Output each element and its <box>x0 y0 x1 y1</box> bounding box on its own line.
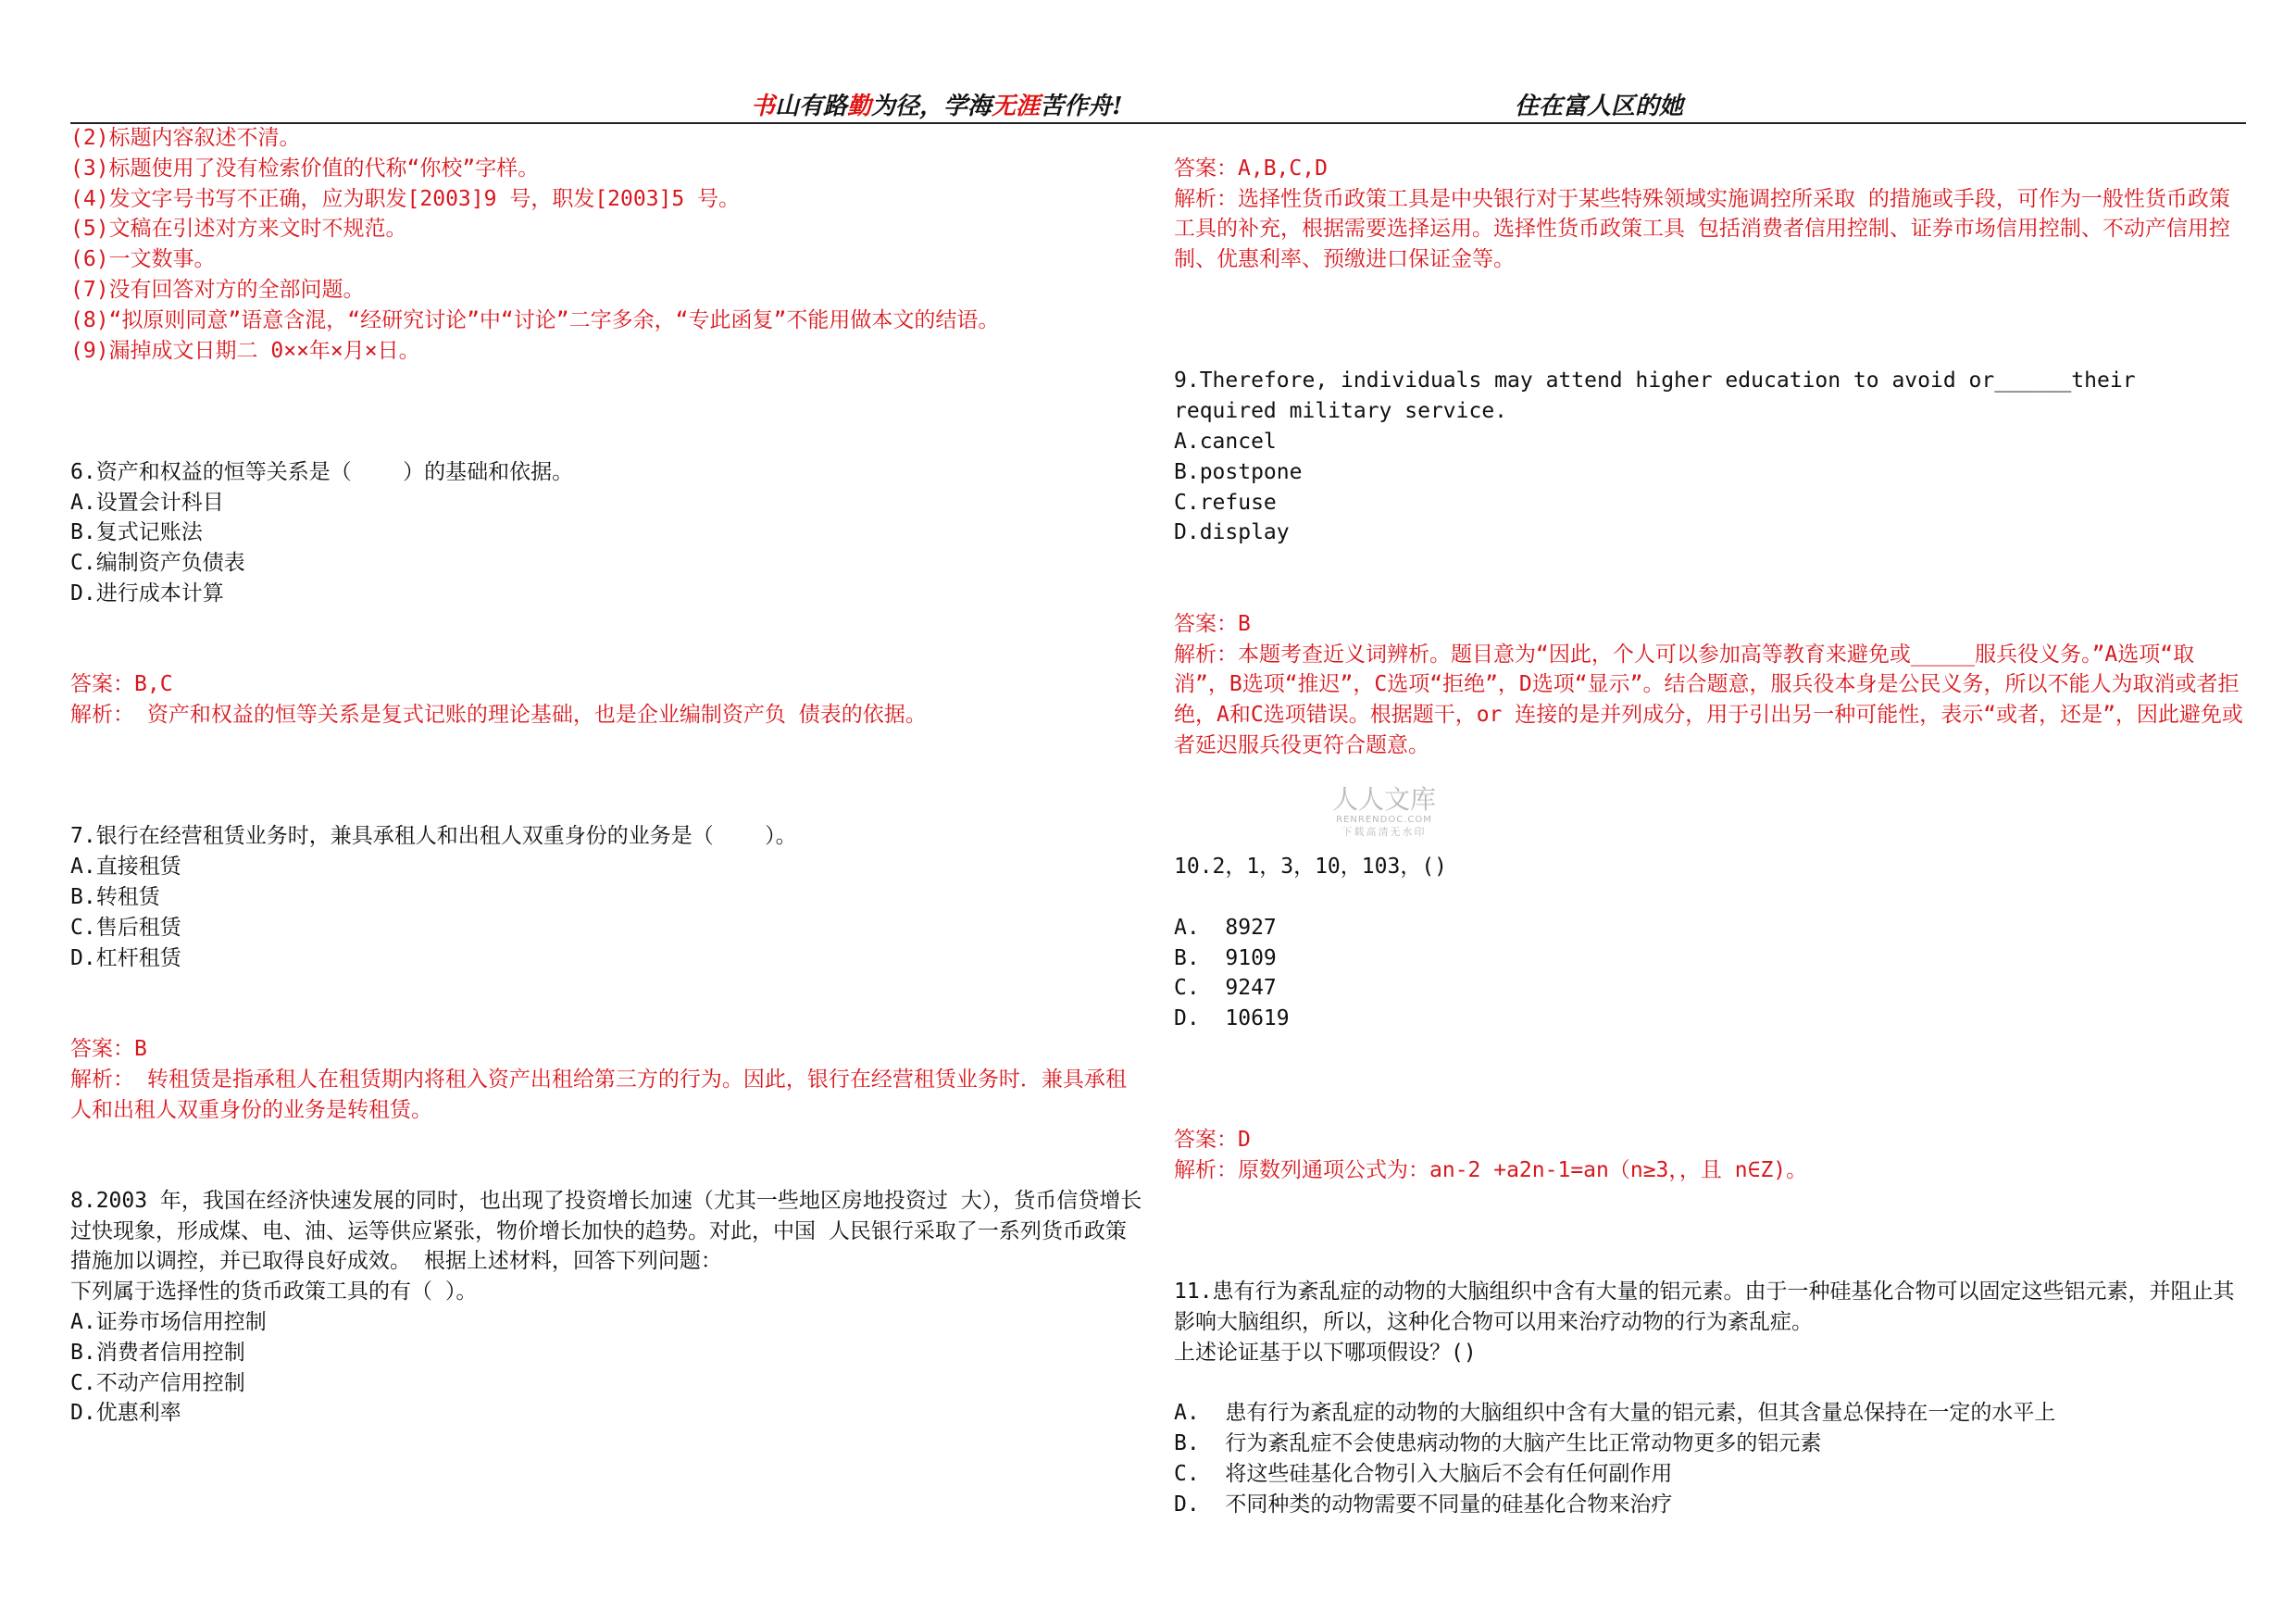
q6-question: 6.资产和权益的恒等关系是（ ）的基础和依据。 <box>70 459 574 484</box>
q11-sub-question: 上述论证基于以下哪项假设？() <box>1174 1340 1477 1365</box>
q8-analysis: 解析：选择性货币政策工具是中央银行对于某些特殊领域实施调控所采取 的措施或手段，可作为一般性货币政策工具的补充，根据需要选择运用。选择性货币政策工具 包括消费者信用控制、证券市场信用控制、不动产信用控制、优惠利率、预缴进口保证金等。 <box>1174 186 2230 272</box>
q7-option: B.转租赁 <box>70 884 160 909</box>
q9-question: 9.Therefore, individuals may attend higher education to avoid or______their required military service. <box>1174 368 2149 424</box>
header-site-name: 住在富人区的她 <box>1515 93 1684 120</box>
q6-analysis: 解析： 资产和权益的恒等关系是复式记账的理论基础，也是企业编制资产负 债表的依据。 <box>70 703 927 728</box>
q11-option: D. 不同种类的动物需要不同量的硅基化合物来治疗 <box>1174 1492 1673 1517</box>
q6-option: B.复式记账法 <box>70 520 203 545</box>
q5-item: (6)一文数事。 <box>70 247 216 272</box>
q10-option: C. 9247 <box>1174 976 1277 1001</box>
q5-item: (2)标题内容叙述不清。 <box>70 126 301 150</box>
q6-option: C.编制资产负债表 <box>70 551 245 576</box>
q8-question: 8.2003 年，我国在经济快速发展的同时，也出现了投资增长加速（尤其一些地区房地投资过 大），货币信贷增长过快现象，形成煤、电、油、运等供应紧张，物价增长加快的趋势。对此，中国 人民银行采取了一系列货币政策措施加以调控，并已取得良好成效。 根据上述材料，回答下列问题： <box>70 1188 1142 1274</box>
q10-question: 10.2，1，3，10，103，() <box>1174 855 1448 880</box>
motto-part-5: 无涯 <box>992 93 1041 120</box>
motto-char-3: 勤 <box>847 93 872 120</box>
q10-option: D. 10619 <box>1174 1006 1290 1031</box>
q6-option: D.进行成本计算 <box>70 581 224 606</box>
q9-option: A.cancel <box>1174 429 1277 454</box>
q7-answer: 答案：B <box>70 1036 147 1061</box>
q8-sub-question: 下列属于选择性的货币政策工具的有（ ）。 <box>70 1280 478 1305</box>
motto-part-4: 为径，学海 <box>871 93 992 120</box>
q7-question: 7.银行在经营租赁业务时，兼具承租人和出租人双重身份的业务是（ ）。 <box>70 824 797 849</box>
q11-question: 11.患有行为紊乱症的动物的大脑组织中含有大量的铝元素。由于一种硅基化合物可以固定这些铝元素，并阻止其影响大脑组织，所以，这种化合物可以用来治疗动物的行为紊乱症。 <box>1174 1280 2235 1335</box>
q5-item: (5)文稿在引述对方来文时不规范。 <box>70 217 407 242</box>
q5-item: (7)没有回答对方的全部问题。 <box>70 277 365 302</box>
watermark-subtitle: 下载高清无水印 <box>1341 826 1427 838</box>
q9-analysis: 解析：本题考查近义词辨析。题目意为“因此，个人可以参加高等教育来避免或_____服兵役义务。”A选项“取消”，B选项“推迟”，C选项“拒绝”，D选项“显示”。结合题意，服兵役本身是公民义务，所以不能人为取消或者拒绝，A和C选项错误。根据题干，or 连接的是并列成分，用于引出另一种可能性，表示“或者，还是”，因此避免或者延迟服兵役更符合题意。 <box>1174 642 2243 757</box>
q10-answer: 答案：D <box>1174 1128 1251 1153</box>
q9-option: D.display <box>1174 520 1290 545</box>
q8-option: C.不动产信用控制 <box>70 1370 245 1395</box>
q11-option: B. 行为紊乱症不会使患病动物的大脑产生比正常动物更多的铝元素 <box>1174 1431 1822 1456</box>
q7-option: A.直接租赁 <box>70 855 181 880</box>
q7-option: C.售后租赁 <box>70 915 181 940</box>
q5-item: (3)标题使用了没有检索价值的代称“你校”字样。 <box>70 156 540 181</box>
motto-char-1: 书 <box>751 93 776 120</box>
q6-answer: 答案：B,C <box>70 672 173 697</box>
q8-option: B.消费者信用控制 <box>70 1340 245 1365</box>
motto-part-2: 山有路 <box>775 93 848 120</box>
q7-analysis: 解析： 转租赁是指承租人在租赁期内将租入资产出租给第三方的行为。因此，银行在经营租赁业务时．兼具承租人和出租人双重身份的业务是转租赁。 <box>70 1067 1127 1122</box>
q11-option: C. 将这些硅基化合物引入大脑后不会有任何副作用 <box>1174 1462 1673 1487</box>
watermark-logo <box>1324 785 1444 838</box>
q10-option: B. 9109 <box>1174 945 1277 970</box>
watermark-domain: RENRENDOC.COM <box>1336 815 1432 825</box>
q9-option: B.postpone <box>1174 459 1303 484</box>
q10-option: A. 8927 <box>1174 915 1277 940</box>
q8-option: D.优惠利率 <box>70 1401 181 1426</box>
q5-item: (8)“拟原则同意”语意含混，“经研究讨论”中“讨论”二字多余，“专此函复”不能用做本文的结语。 <box>70 307 1000 332</box>
q9-option: C.refuse <box>1174 490 1277 515</box>
page-header <box>70 85 2246 124</box>
motto-part-6: 苦作舟! <box>1040 93 1123 120</box>
watermark-title: 人人文库 <box>1331 784 1436 815</box>
q9-answer: 答案：B <box>1174 611 1251 636</box>
q5-item: (9)漏掉成文日期二 0××年×月×日。 <box>70 338 420 363</box>
header-motto <box>751 87 1123 121</box>
q8-option: A.证券市场信用控制 <box>70 1310 267 1335</box>
left-column <box>70 123 1144 1429</box>
q11-option: A. 患有行为紊乱症的动物的大脑组织中含有大量的铝元素，但其含量总保持在一定的水平上 <box>1174 1401 2056 1426</box>
q6-option: A.设置会计科目 <box>70 490 224 515</box>
q10-analysis: 解析：原数列通项公式为：an-2 +a2n-1=an（n≥3，，且 n∈Z)。 <box>1174 1158 1808 1183</box>
q8-answer: 答案：A,B,C,D <box>1174 156 1328 181</box>
q5-item: (4)发文字号书写不正确，应为职发[2003]9 号，职发[2003]5 号。 <box>70 186 741 211</box>
q7-option: D.杠杆租赁 <box>70 945 181 970</box>
